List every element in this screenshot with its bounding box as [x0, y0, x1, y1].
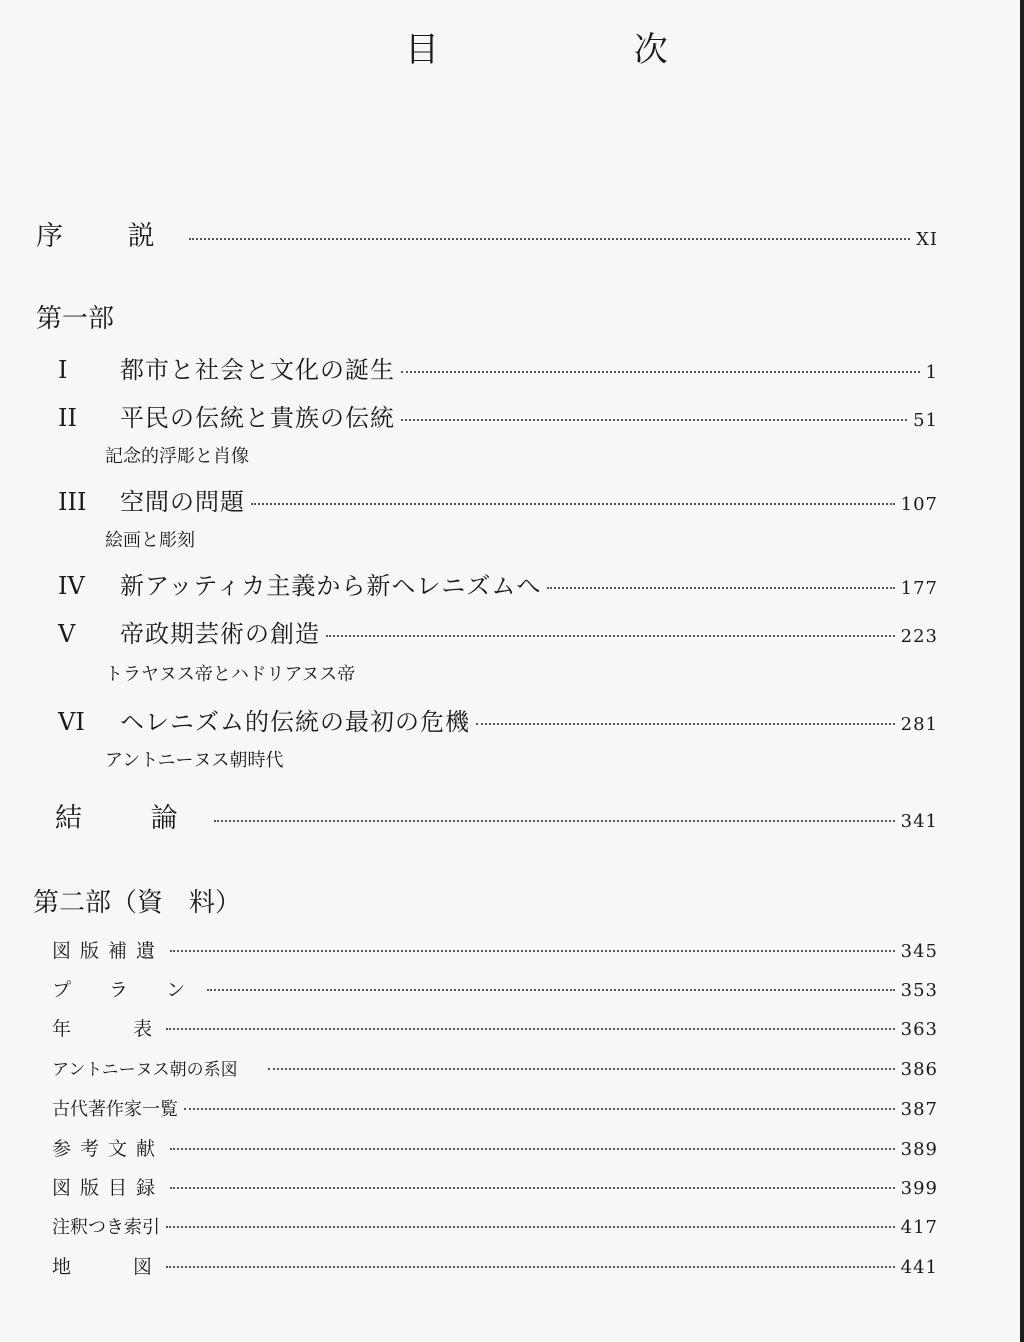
- leader-dots: [476, 723, 895, 725]
- chapter-number: II: [58, 404, 77, 432]
- entry-label: 結 論: [55, 803, 208, 834]
- chapter-title: 都市と社会と文化の誕生: [120, 356, 395, 384]
- chapter-number: V: [58, 620, 76, 648]
- toc-entry-chapter-4[interactable]: [58, 566, 938, 601]
- page-number: 441: [900, 1257, 938, 1278]
- toc-entry-chapter-6[interactable]: [58, 702, 938, 737]
- page-number: XI: [916, 229, 938, 250]
- entry-label: 図版目録: [52, 1177, 165, 1199]
- toc-entry-conclusion[interactable]: [55, 796, 938, 835]
- toc-entry-resource[interactable]: [52, 1134, 938, 1161]
- toc-entry-chapter-5[interactable]: [58, 614, 938, 649]
- page-edge: [1020, 0, 1024, 1342]
- leader-dots: [166, 1028, 895, 1030]
- leader-dots: [251, 503, 895, 505]
- toc-entry-chapter-2[interactable]: [58, 398, 938, 433]
- page-number: 386: [900, 1059, 938, 1080]
- entry-label: 古代著作家一覧: [52, 1099, 178, 1120]
- toc-entry-resource[interactable]: [52, 1014, 938, 1041]
- leader-dots: [326, 635, 895, 637]
- toc-entry-resource[interactable]: [52, 975, 938, 1002]
- leader-dots: [166, 1266, 895, 1268]
- page-number: 223: [900, 626, 938, 647]
- page-number: 399: [900, 1178, 938, 1199]
- entry-label: プ ラ ン: [52, 979, 202, 1001]
- leader-dots: [170, 1148, 895, 1150]
- entry-label: 年 表: [52, 1018, 161, 1040]
- page-number: 177: [900, 578, 938, 599]
- chapter-number: VI: [58, 708, 85, 736]
- chapter-subtitle: 絵画と彫刻: [105, 530, 195, 551]
- page-number: 353: [900, 980, 938, 1001]
- page-number: 387: [900, 1099, 938, 1120]
- toc-entry-resource[interactable]: [52, 1055, 938, 1080]
- chapter-number: IV: [58, 572, 85, 600]
- toc-entry-resource[interactable]: [52, 1095, 938, 1121]
- chapter-title: 空間の問題: [120, 488, 245, 516]
- page-title: 目 次: [405, 30, 760, 70]
- part2-heading: 第二部（資 料）: [33, 888, 242, 918]
- page-number: 345: [900, 941, 938, 962]
- leader-dots: [547, 587, 894, 589]
- leader-dots: [166, 1226, 895, 1228]
- entry-label: 図版補遺: [52, 940, 165, 962]
- part1-heading: 第一部: [36, 304, 115, 334]
- page-number: 51: [913, 410, 938, 431]
- toc-entry-chapter-1[interactable]: [58, 350, 938, 385]
- toc-entry-intro[interactable]: [36, 214, 938, 253]
- leader-dots: [189, 238, 910, 240]
- chapter-subtitle: トラヤヌス帝とハドリアヌス帝: [105, 664, 356, 685]
- page-number: 417: [900, 1217, 938, 1238]
- chapter-title: 帝政期芸術の創造: [120, 620, 320, 648]
- page-number: 1: [925, 362, 938, 383]
- chapter-title: 平民の伝統と貴族の伝統: [120, 404, 395, 432]
- toc-entry-resource[interactable]: [52, 1173, 938, 1200]
- toc-entry-resource[interactable]: [52, 1252, 938, 1279]
- page-number: 363: [900, 1019, 938, 1040]
- leader-dots: [214, 820, 895, 822]
- leader-dots: [268, 1068, 895, 1070]
- entry-label: 地 図: [52, 1256, 161, 1278]
- entry-label: 序 説: [36, 221, 183, 252]
- chapter-title: 新アッティカ主義から新ヘレニズムへ: [120, 572, 542, 600]
- leader-dots: [170, 1187, 895, 1189]
- chapter-number: I: [58, 356, 68, 384]
- entry-label: 注釈つき索引: [52, 1217, 160, 1238]
- toc-entry-chapter-3[interactable]: [58, 482, 938, 517]
- page-number: 281: [900, 714, 938, 735]
- chapter-number: III: [58, 488, 87, 516]
- toc-entry-resource[interactable]: [52, 936, 938, 963]
- leader-dots: [207, 989, 895, 991]
- entry-label: アントニーヌス朝の系図: [52, 1060, 238, 1080]
- chapter-subtitle: 記念的浮彫と肖像: [105, 446, 249, 467]
- toc-entry-resource[interactable]: [52, 1213, 938, 1239]
- page-number: 107: [900, 494, 938, 515]
- leader-dots: [184, 1108, 895, 1110]
- leader-dots: [401, 371, 920, 373]
- leader-dots: [401, 419, 907, 421]
- page-number: 389: [900, 1139, 938, 1160]
- chapter-subtitle: アントニーヌス朝時代: [105, 750, 284, 771]
- entry-label: 参考文献: [52, 1138, 165, 1160]
- page-number: 341: [900, 811, 938, 832]
- chapter-title: ヘレニズム的伝統の最初の危機: [120, 708, 470, 736]
- leader-dots: [170, 950, 895, 952]
